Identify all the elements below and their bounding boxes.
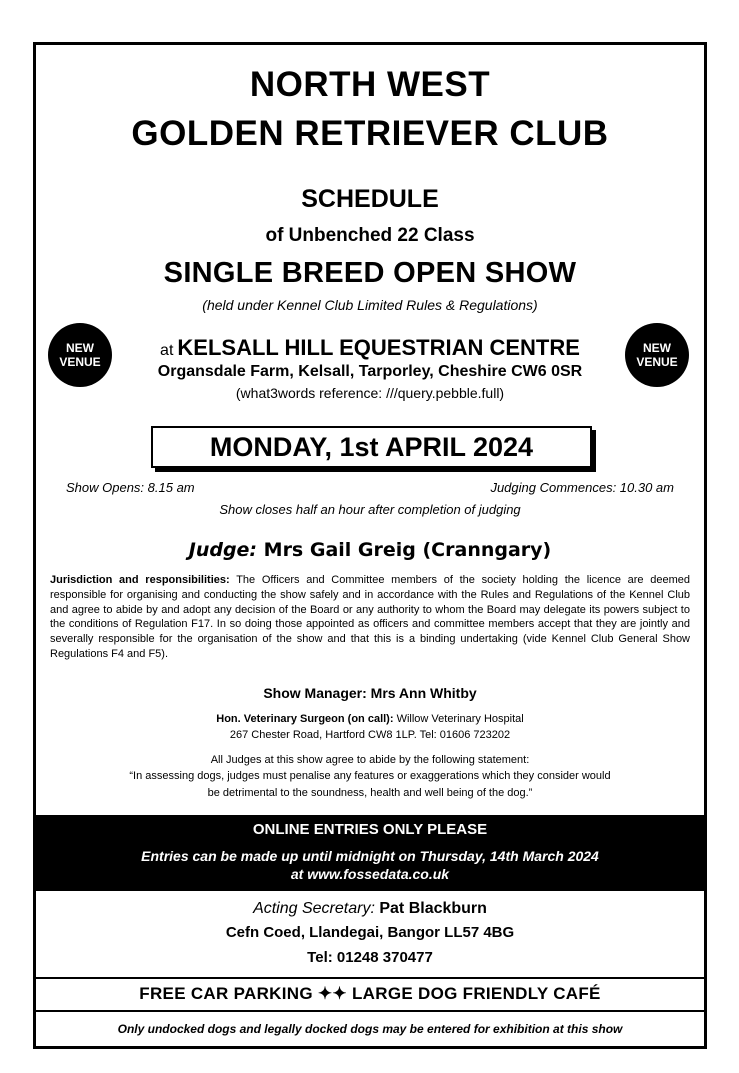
judge-name: Mrs Gail Greig (Cranngary)	[263, 539, 552, 561]
vet-line-2: 267 Chester Road, Hartford CW8 1LP. Tel: 01606 723202	[229, 729, 511, 741]
secretary-line	[36, 900, 704, 918]
jurisdiction-paragraph	[50, 573, 690, 662]
venue-name: KELSALL HILL EQUESTRIAN CENTRE	[177, 335, 580, 360]
badge-line-2: VENUE	[59, 355, 101, 369]
vet-label: Hon. Veterinary Surgeon (on call):	[216, 713, 394, 725]
judge-line	[36, 539, 704, 561]
vet-name: Willow Veterinary Hospital	[396, 713, 524, 725]
venue-address: Organsdale Farm, Kelsall, Tarporley, Cheshire CW6 0SR	[157, 363, 583, 380]
vet-line-1	[36, 713, 704, 725]
title-line-2: GOLDEN RETRIEVER CLUB	[131, 114, 609, 153]
badge-line-1: NEW	[66, 341, 94, 355]
secretary-address: Cefn Coed, Llandegai, Bangor LL57 4BG	[225, 924, 515, 941]
entries-deadline: Entries can be made up until midnight on Thursday, 14th March 2024	[141, 848, 599, 864]
unbenched-line: of Unbenched 22 Class	[265, 225, 475, 246]
entries-website: at www.fossedata.co.uk	[290, 866, 450, 882]
parking-line: FREE CAR PARKING ✦✦ LARGE DOG FRIENDLY CAFÉ	[139, 984, 601, 1003]
jurisdiction-text: The Officers and Committee members of the society holding the licence are deemed responsible for organising and conducting the show safely and in accordance with the Rules and Regulations of the Kennel Club and agree to abide by and adopt any decision of the Board or any authority to whom the Board may delegate its powers subject to the conditions of Regulation F17. In so doing those appointed as officers and committee members accept that they are jointly and severally responsible for the organisation of the show and that this is a binding undertaking (vide Kennel Club General Show Regulations F4 and F5).	[50, 574, 691, 660]
venue-line	[36, 335, 704, 361]
docking-notice: Only undocked dogs and legally docked dogs may be entered for exhibition at this show	[117, 1022, 623, 1036]
badge-line-2: VENUE	[636, 355, 678, 369]
divider-top	[36, 977, 704, 979]
entries-heading: ONLINE ENTRIES ONLY PLEASE	[252, 821, 488, 838]
judging-commences: Judging Commences: 10.30 am	[490, 480, 674, 495]
statement-line-2: “In assessing dogs, judges must penalise any features or exaggerations which they consider would	[129, 770, 611, 782]
secretary-name: Pat Blackburn	[379, 900, 487, 917]
held-under-line: (held under Kennel Club Limited Rules & Regulations)	[202, 297, 538, 313]
judge-label: Judge:	[188, 539, 258, 561]
secretary-label: Acting Secretary:	[253, 900, 375, 917]
secretary-tel: Tel: 01248 370477	[307, 949, 433, 966]
title-line-1: NORTH WEST	[249, 65, 491, 104]
venue-at: at	[160, 342, 174, 359]
online-entries-band	[36, 815, 704, 891]
badge-line-1: NEW	[643, 341, 671, 355]
schedule-frame	[33, 42, 707, 1049]
jurisdiction-heading: Jurisdiction and responsibilities:	[50, 574, 230, 586]
show-opens: Show Opens: 8.15 am	[66, 480, 195, 495]
show-closes: Show closes half an hour after completion of judging	[219, 502, 521, 517]
what3words-line: (what3words reference: ///query.pebble.full)	[235, 385, 505, 401]
statement-line-1: All Judges at this show agree to abide by the following statement:	[210, 754, 530, 766]
show-date: MONDAY, 1st APRIL 2024	[151, 426, 592, 468]
show-manager: Show Manager: Mrs Ann Whitby	[263, 685, 477, 701]
statement-line-3: be detrimental to the soundness, health and well being of the dog.”	[207, 787, 533, 799]
divider-bottom	[36, 1010, 704, 1012]
show-type: SINGLE BREED OPEN SHOW	[163, 257, 577, 289]
schedule-heading: SCHEDULE	[301, 185, 439, 213]
